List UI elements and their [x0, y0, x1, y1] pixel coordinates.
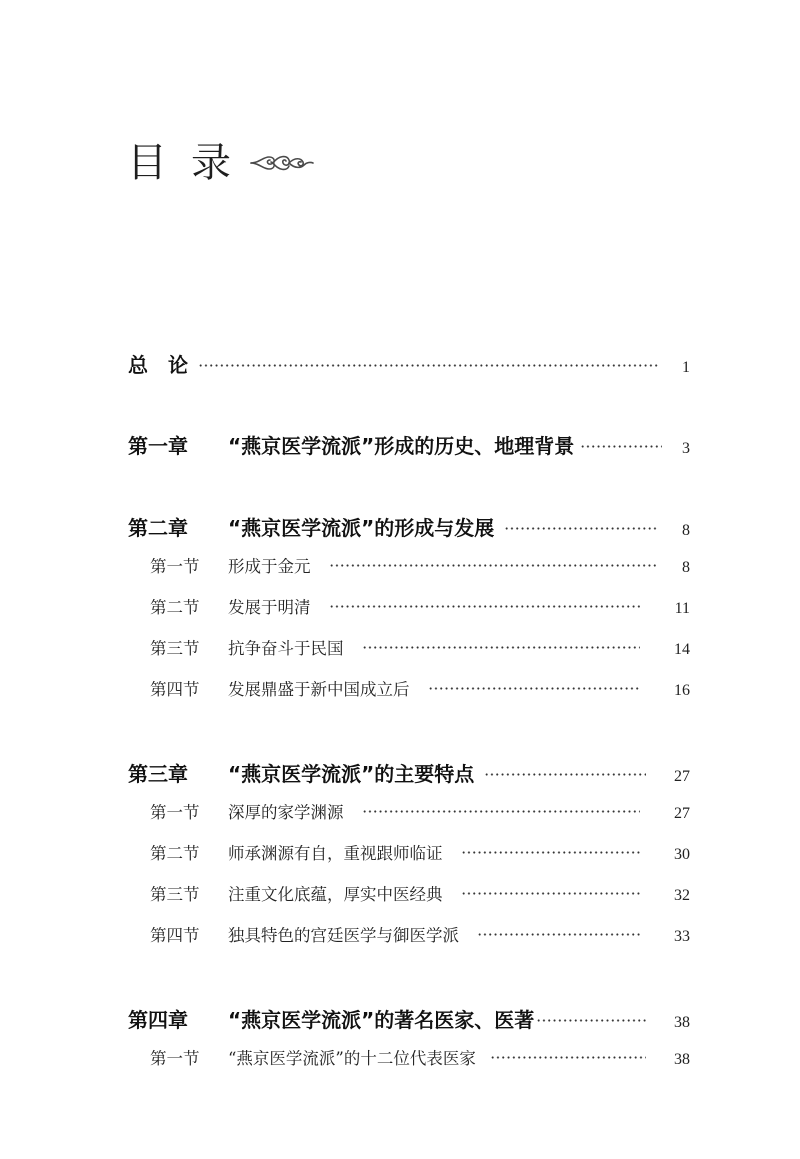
toc-page-number: 8: [682, 559, 690, 576]
toc-entry-label: 第一节: [150, 1049, 200, 1068]
toc-page-number: 27: [674, 768, 690, 785]
toc-dot-leader: [461, 851, 641, 854]
toc-dot-leader: [461, 892, 641, 895]
toc-entry-chapter-4[interactable]: [128, 1004, 690, 1033]
toc-page-number: 8: [682, 522, 690, 539]
toc-dot-leader: [580, 445, 662, 448]
toc-entry-label: 第二节: [150, 844, 200, 863]
toc-page-number: 30: [674, 846, 690, 863]
toc-page-number: 3: [682, 440, 690, 457]
toc-entry-label: 第三节: [150, 885, 200, 904]
toc-entry-title: 注重文化底蕴，厚实中医经典: [228, 885, 443, 904]
toc-dot-leader: [329, 605, 641, 608]
toc-entry-title: 抗争奋斗于民国: [228, 639, 344, 658]
toc-page-number: 38: [674, 1014, 690, 1031]
toc-entry-label: 总 论: [128, 353, 188, 377]
toc-entry-label: 第一节: [150, 557, 200, 576]
toc-dot-leader: [504, 527, 658, 530]
toc-dot-leader: [329, 564, 659, 567]
toc-page-number: 38: [674, 1051, 690, 1068]
page-title: 目录: [127, 140, 255, 186]
toc-page-number: 1: [682, 359, 690, 376]
toc-entry-title: “燕京医学流派”的著名医家、医著: [228, 1008, 535, 1032]
toc-entry-title: 深厚的家学渊源: [228, 803, 344, 822]
toc-entry-title: 师承渊源有自，重视跟师临证: [228, 844, 443, 863]
toc-dot-leader: [198, 364, 658, 367]
toc-page-number: 11: [674, 600, 690, 617]
toc-entry-section[interactable]: [150, 922, 690, 946]
toc-entry-label: 第三节: [150, 639, 200, 658]
toc-entry-label: 第四章: [128, 1008, 188, 1032]
toc-entry-chapter-1[interactable]: [128, 430, 690, 459]
toc-page-number: 27: [674, 805, 690, 822]
toc-entry-section[interactable]: [150, 676, 690, 700]
toc-entry-section[interactable]: [150, 881, 690, 905]
toc-entry-section[interactable]: [150, 840, 690, 864]
toc-entry-title: 发展鼎盛于新中国成立后: [228, 680, 410, 699]
toc-dot-leader: [362, 810, 641, 813]
toc-entry-section[interactable]: [150, 799, 690, 823]
toc-dot-leader: [536, 1019, 646, 1022]
toc-entry-label: 第一节: [150, 803, 200, 822]
toc-page-number: 14: [674, 641, 690, 658]
toc-entry-section[interactable]: [150, 553, 690, 577]
toc-entry-label: 第三章: [128, 762, 188, 786]
toc-entry-label: 第四节: [150, 926, 200, 945]
toc-dot-leader: [490, 1056, 646, 1059]
toc-entry-title: 发展于明清: [228, 598, 311, 617]
toc-entry-overview[interactable]: [128, 349, 690, 378]
toc-page-number: 33: [674, 928, 690, 945]
toc-dot-leader: [428, 687, 641, 690]
toc-dot-leader: [477, 933, 640, 936]
toc-entry-title: “燕京医学流派”的主要特点: [228, 762, 475, 786]
toc-entry-title: 独具特色的宫廷医学与御医学派: [228, 926, 459, 945]
toc-page-number: 16: [674, 682, 690, 699]
toc-entry-label: 第一章: [128, 434, 188, 458]
toc-dot-leader: [362, 646, 641, 649]
toc-entry-label: 第二章: [128, 516, 188, 540]
toc-entry-label: 第二节: [150, 598, 200, 617]
toc-entry-label: 第四节: [150, 680, 200, 699]
toc-entry-title: “燕京医学流派”形成的历史、地理背景: [228, 434, 575, 458]
toc-entry-title: “燕京医学流派”的形成与发展: [228, 516, 495, 540]
toc-entry-chapter-3[interactable]: [128, 758, 690, 787]
toc-page-number: 32: [674, 887, 690, 904]
toc-entry-section[interactable]: [150, 635, 690, 659]
toc-entry-section[interactable]: [150, 594, 690, 618]
toc-dot-leader: [484, 773, 646, 776]
toc-entry-title: 形成于金元: [228, 557, 311, 576]
toc-entry-title: “燕京医学流派”的十二位代表医家: [228, 1049, 476, 1068]
toc-entry-chapter-2[interactable]: [128, 512, 690, 541]
toc-entry-section[interactable]: [150, 1045, 690, 1069]
